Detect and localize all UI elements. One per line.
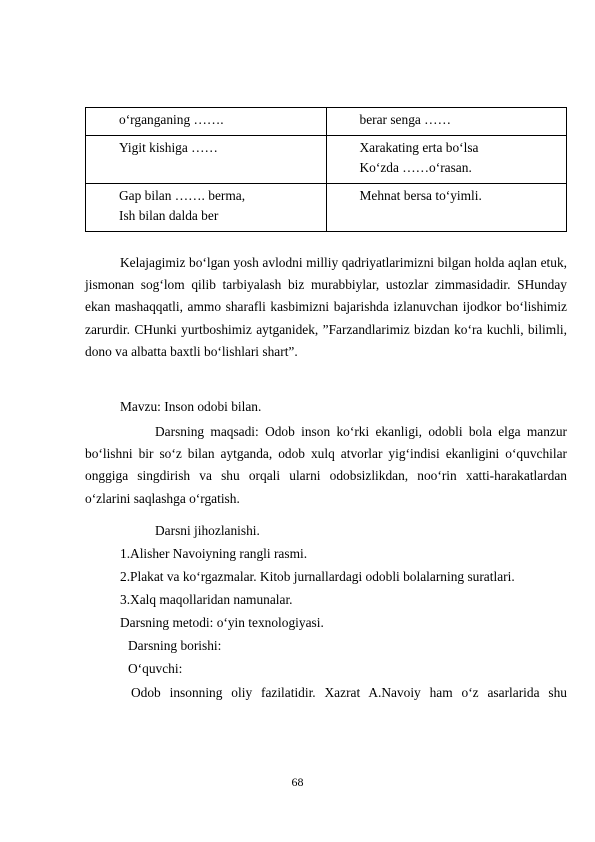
table-cell (326, 136, 567, 184)
cell-text: Xarakating erta bo‘lsa (359, 140, 479, 155)
goal-paragraph: Darsning maqsadi: Odob inson ko‘rki ekanligi, odobli bola elga manzur bo‘lishni bir so‘z bilan aytganda, odob xulq atvorlar yig‘indisi ekanligini o‘quvchilar onggiga singdirish va shu orqali ularni odobsizlikdan, noo‘rin xatti-harakatlardan o‘zlarini saqlashga o‘rgatish. (85, 424, 567, 506)
table-cell (86, 136, 327, 184)
table-cell (326, 108, 567, 136)
last-line: Odob insonning oliy fazilatidir. Xazrat A.Navoiy ham o‘z asarlarida shu (131, 685, 567, 700)
cell-text: o‘rganganing ……. (119, 112, 224, 127)
table-row (86, 136, 567, 184)
table-row (86, 108, 567, 136)
progress-line: Darsning borishi: (128, 638, 222, 653)
proverbs-table (85, 107, 567, 232)
teacher-label: O‘quvchi: (128, 661, 183, 676)
method-line: Darsning metodi: o‘yin texnologiyasi. (120, 615, 324, 630)
cell-text: Ko‘zda ……o‘rasan. (359, 160, 472, 175)
table-row (86, 184, 567, 232)
equipment-item: 3.Xalq maqollaridan namunalar. (120, 592, 293, 607)
cell-text: Ish bilan dalda ber (119, 208, 219, 223)
cell-text: Yigit kishiga …… (119, 140, 218, 155)
cell-text: Mehnat bersa to‘yimli. (359, 188, 482, 203)
cell-text: berar senga …… (359, 112, 451, 127)
intro-paragraph: Kelajagimiz bo‘lgan yosh avlodni milliy qadriyatlarimizni bilgan holda aqlan etuk, jismonan sog‘lom qilib tarbiyalash biz murabbiylar, ustozlar zimmasidadir. SHunday ekan mashaqqatli, ammo sharafli kasbimizni bajarishda izlanuvchan ijodkor bo‘lishimiz zarurdir. CHunki yurtboshimiz aytganidek, ”Farzandlarimiz bizdan ko‘ra kuchli, bilimli, dono va albatta baxtli bo‘lishlari shart”. (85, 255, 567, 359)
topic-line: Mavzu: Inson odobi bilan. (120, 399, 262, 414)
equipment-item: 2.Plakat va ko‘rgazmalar. Kitob jurnallardagi odobli bolalarning suratlari. (120, 569, 515, 584)
equipment-title: Darsni jihozlanishi. (155, 523, 260, 538)
table-cell (326, 184, 567, 232)
cell-text: Gap bilan ……. berma, (119, 188, 246, 203)
table-cell (86, 108, 327, 136)
page-number: 68 (291, 775, 304, 789)
table-cell (86, 184, 327, 232)
equipment-item: 1.Alisher Navoiyning rangli rasmi. (120, 546, 308, 561)
